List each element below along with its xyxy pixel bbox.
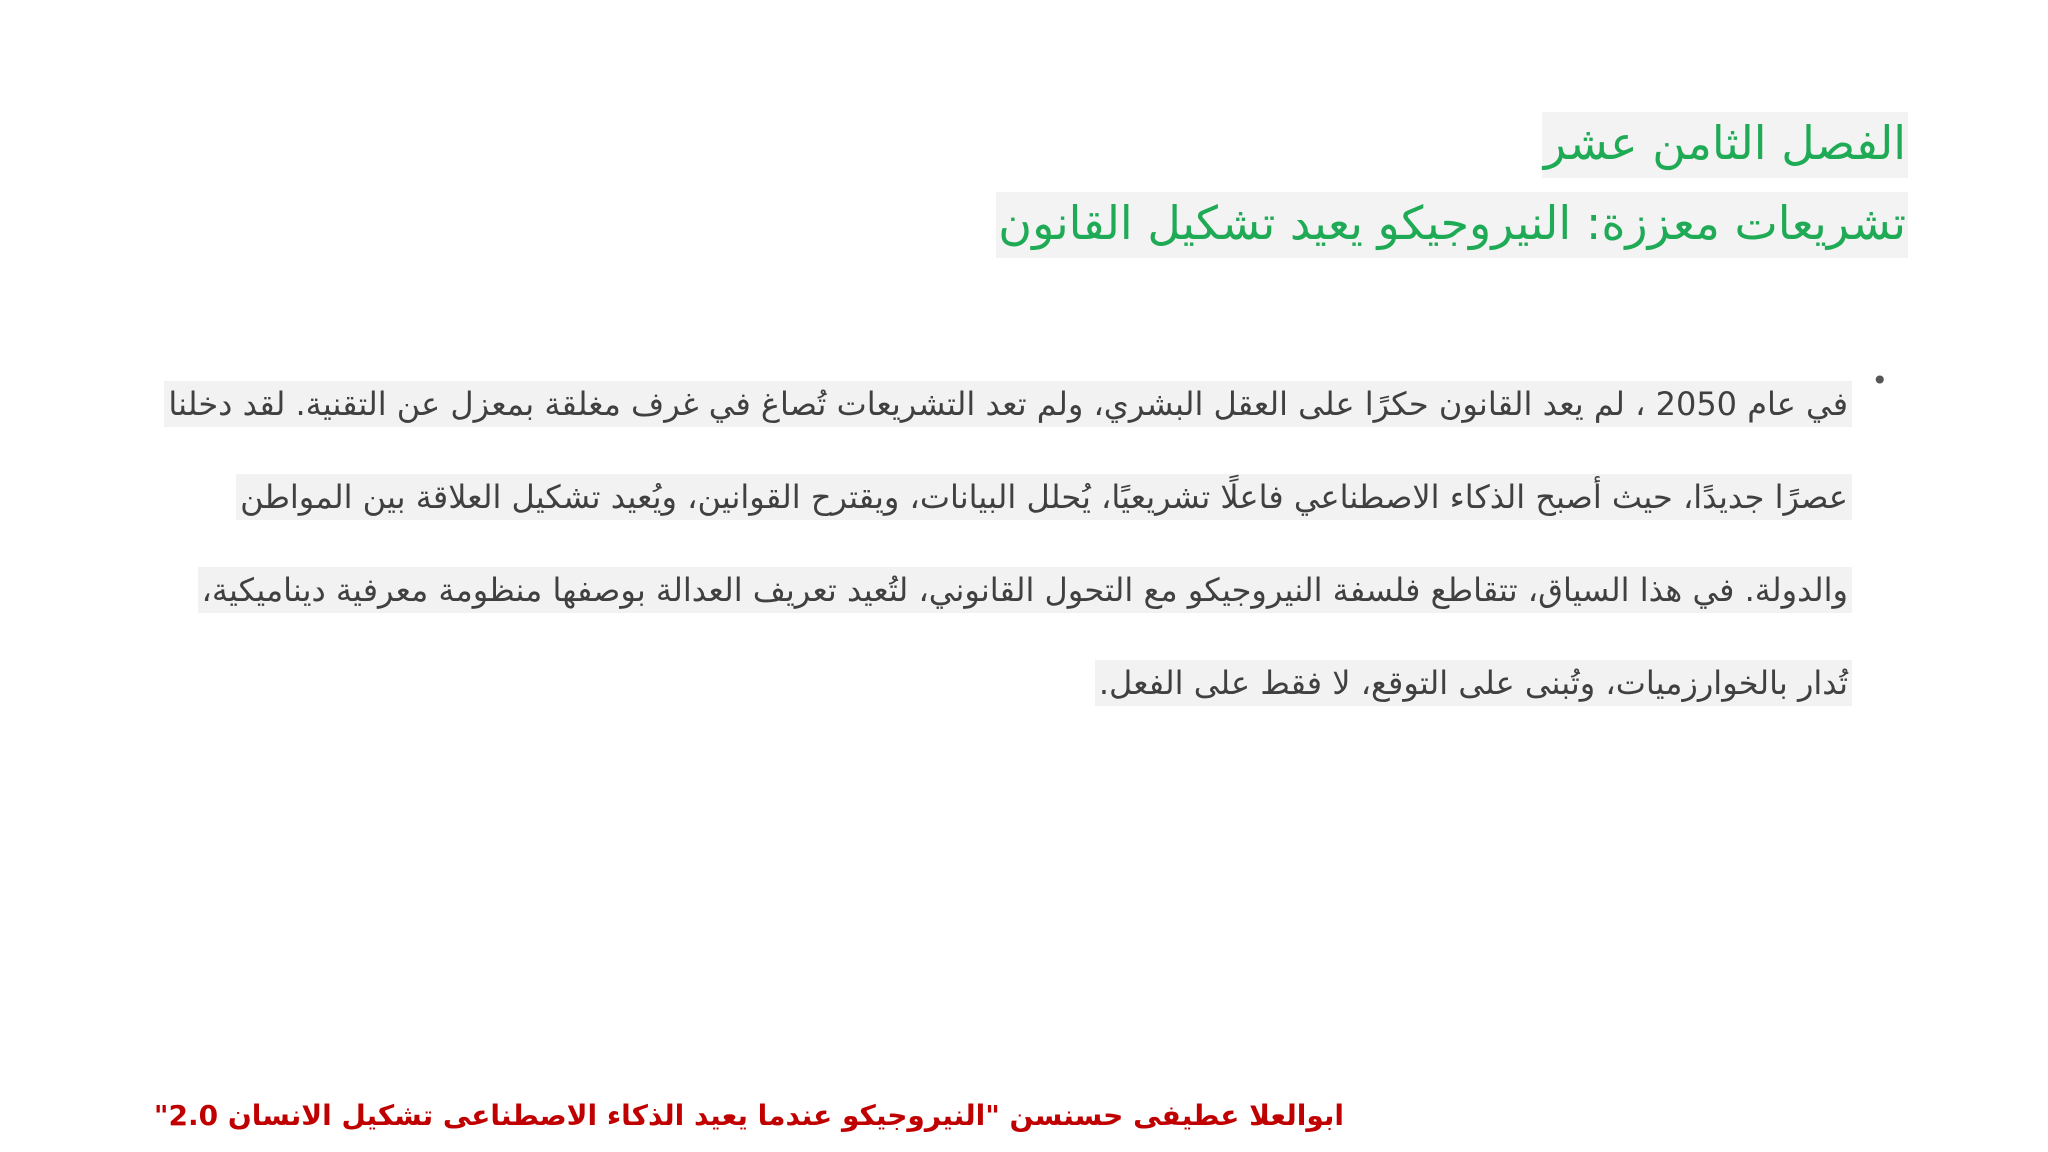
bullet-icon: • — [1871, 364, 1888, 397]
title-block — [408, 112, 1908, 272]
bullet-item — [168, 358, 1888, 730]
body-paragraph: في عام 2050 ، لم يعد القانون حكرًا على العقل البشري، ولم تعد التشريعات تُصاغ في غرف مغلقة بمعزل عن التقنية. لقد دخلنا عصرًا جديدًا، حيث أصبح الذكاء الاصطناعي فاعلًا تشريعيًا، يُحلل البيانات، ويقترح القوانين، ويُعيد تشكيل العلاقة بين المواطن والدولة. في هذا السياق، تتقاطع فلسفة النيروجيكو مع التحول القانوني، لتُعيد تعريف العدالة بوصفها منظومة معرفية ديناميكية، تُدار بالخوارزميات، وتُبنى على التوقع، لا فقط على الفعل. — [164, 381, 1852, 706]
chapter-title: الفصل الثامن عشر — [1542, 112, 1908, 178]
body-content — [168, 358, 1888, 730]
chapter-subtitle: تشريعات معززة: النيروجيكو يعيد تشكيل القانون — [996, 192, 1908, 258]
footer-citation: ابوالعلا عطيفى حسنسن "النيروجيكو عندما يعيد الذكاء الاصطناعى تشكيل الانسان 2.0" — [153, 1099, 1344, 1132]
